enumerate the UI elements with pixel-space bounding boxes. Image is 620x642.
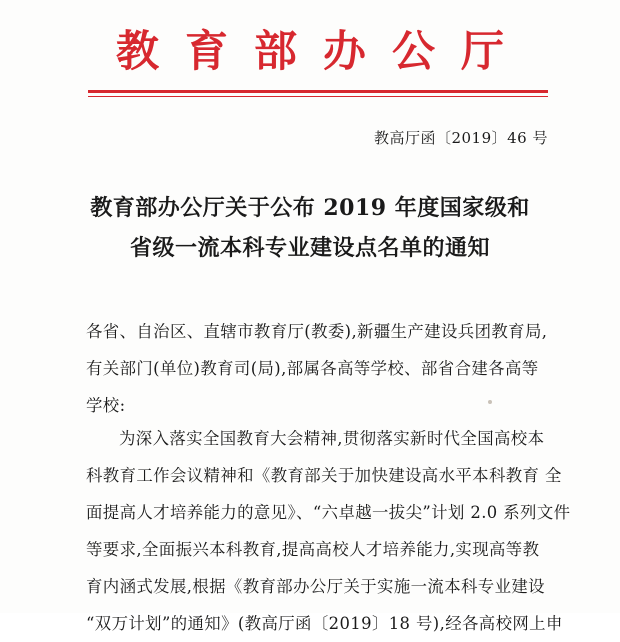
- document-number: 教高厅函〔2019〕46 号: [373, 129, 548, 147]
- document-title-line-2: 省级一流本科专业建设点名单的通知: [129, 235, 490, 261]
- addressee-line: 各省、自治区、直辖市教育厅(教委),新疆生产建设兵团教育局,: [86, 322, 548, 341]
- document-title-line-1: 教育部办公厅关于公布 2019 年度国家级和: [90, 195, 530, 221]
- body-paragraph: [86, 420, 571, 642]
- paper-speck: [488, 400, 492, 404]
- red-divider-thin: [88, 96, 548, 97]
- addressee-line: 学校:: [86, 396, 126, 415]
- paragraph-line: 等要求,全面振兴本科教育,提高高校人才培养能力,实现高等教: [86, 540, 540, 559]
- paragraph-line: 为深入落实全国教育大会精神,贯彻落实新时代全国高校本: [119, 429, 545, 448]
- paragraph-line: “双万计划”的通知》(教高厅函〔2019〕18 号),经各高校网上申: [86, 614, 563, 633]
- paragraph-line: 面提高人才培养能力的意见》、“六卓越一拔尖”计划 2.0 系列文件: [86, 503, 571, 522]
- masthead-title: 教育部办公厅: [116, 27, 530, 77]
- red-divider-thick: [88, 90, 548, 93]
- addressee-line: 有关部门(单位)教育司(局),部属各高等学校、部省合建各高等: [86, 359, 539, 378]
- paragraph-line: 育内涵式发展,根据《教育部办公厅关于实施一流本科专业建设: [86, 577, 545, 596]
- paragraph-line: 科教育工作会议精神和《教育部关于加快建设高水平本科教育 全: [86, 466, 562, 485]
- addressee-block: [86, 313, 556, 424]
